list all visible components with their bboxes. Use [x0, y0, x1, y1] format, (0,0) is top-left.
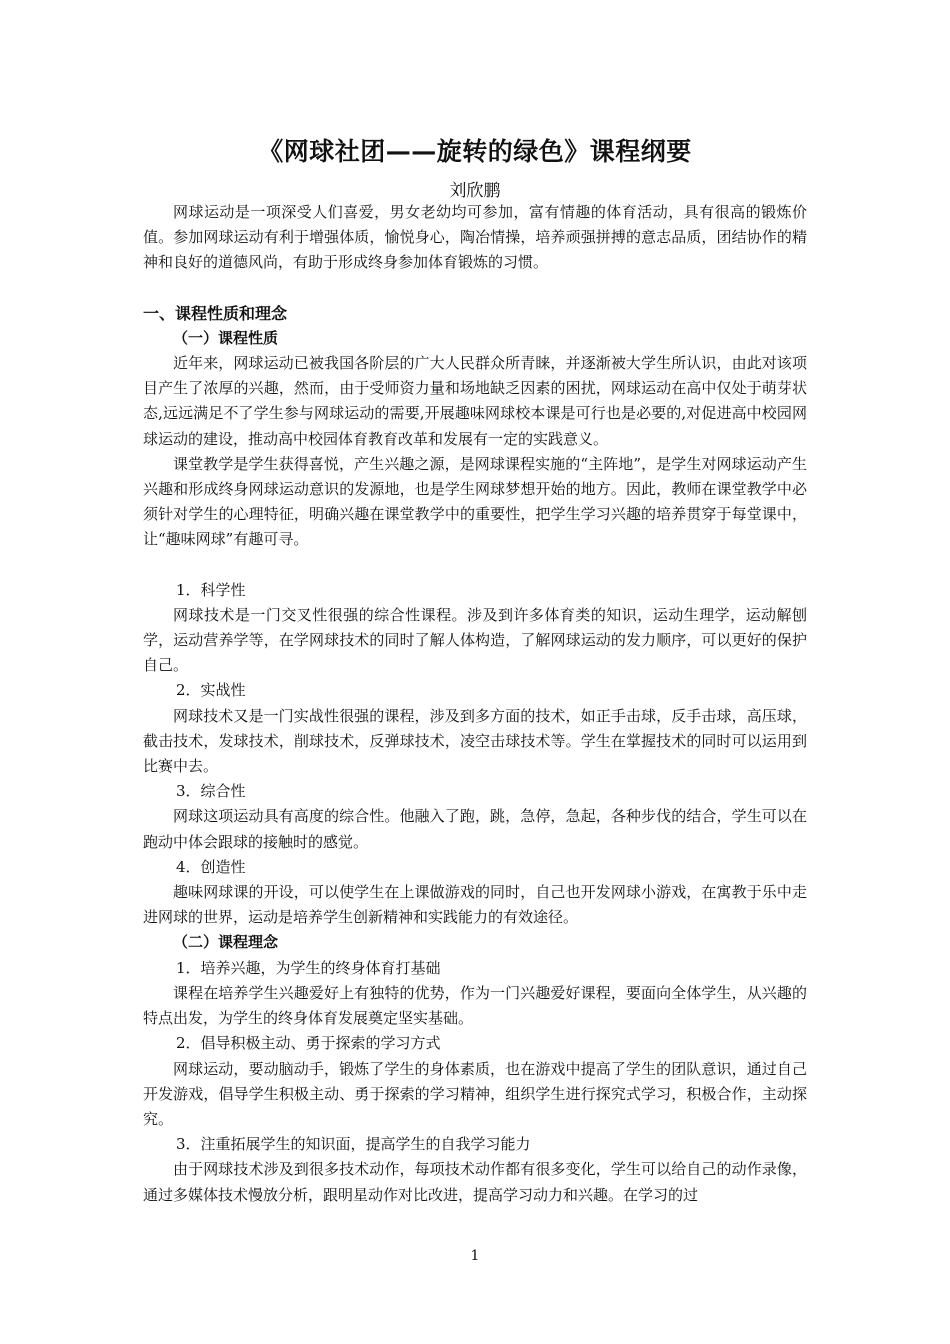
subsection-heading: （一）课程性质	[173, 328, 279, 347]
blank-line	[143, 553, 807, 578]
item-text: 网球这项运动具有高度的综合性。他融入了跑，跳，急停，急起，各种步伐的结合，学生可以在跑动中体会跟球的接触时的感觉。	[143, 807, 807, 851]
item-label: 1．科学性	[176, 580, 246, 599]
item-text: 网球技术是一门交叉性很强的综合性课程。涉及到许多体育类的知识，运动生理学，运动解刨学，运动营养学等，在学网球技术的同时了解人体构造，了解网球运动的发力顺序，可以更好的保护自己。	[143, 605, 807, 675]
document-body	[143, 200, 807, 1208]
item-label: 1．培养兴趣，为学生的终身体育打基础	[176, 958, 441, 977]
item-label: 3．注重拓展学生的知识面，提高学生的自我学习能力	[176, 1135, 531, 1154]
item-label: 4．创造性	[176, 857, 246, 876]
paragraph: 近年来，网球运动已被我国各阶层的广大人民群众所青睐，并逐渐被大学生所认识，由此对该项目产生了浓厚的兴趣，然而，由于受师资力量和场地缺乏因素的困扰，网球运动在高中仅处于萌芽状态,远远满足不了学生参与网球运动的需要,开展趣味网球校本课是可行也是必要的,对促进高中校园网球运动的建设，推动高中校园体育教育改革和发展有一定的实践意义。	[143, 354, 807, 448]
item-text: 由于网球技术涉及到很多技术动作，每项技术动作都有很多变化，学生可以给自己的动作录像，通过多媒体技术慢放分析，跟明星动作对比改进，提高学习动力和兴趣。在学习的过	[143, 1160, 807, 1204]
item-text: 趣味网球课的开设，可以使学生在上课做游戏的同时，自己也开发网球小游戏，在寓教于乐中走进网球的世界，运动是培养学生创新精神和实践能力的有效途径。	[143, 883, 807, 927]
author-name: 刘欣鹏	[449, 181, 501, 201]
item-text: 网球技术又是一门实战性很强的课程，涉及到多方面的技术，如正手击球，反手击球，高压球，截击技术，发球技术，削球技术，反弹球技术，凌空击球技术等。学生在掌握技术的同时可以运用到比赛中去。	[143, 706, 807, 776]
paragraph: 课堂教学是学生获得喜悦，产生兴趣之源，是网球课程实施的“主阵地”，是学生对网球运动产生兴趣和形成终身网球运动意识的发源地，也是学生网球梦想开始的地方。因此，教师在课堂教学中必须针对学生的心理特征，明确兴趣在课堂教学中的重要性，把学生学习兴趣的培养贯穿于每堂课中，让“趣味网球”有趣可寻。	[143, 454, 807, 549]
item-text: 课程在培养学生兴趣爱好上有独特的优势，作为一门兴趣爱好课程，要面向全体学生，从兴趣的特点出发，为学生的终身体育发展奠定坚实基础。	[143, 983, 807, 1028]
item-text: 网球运动，要动脑动手，锻炼了学生的身体素质，也在游戏中提高了学生的团队意识，通过自己开发游戏，倡导学生积极主动、勇于探索的学习精神，组织学生进行探究式学习，积极合作，主动探究。	[143, 1059, 807, 1128]
subsection-heading: （二）课程理念	[173, 933, 279, 952]
document-title: 《网球社团——旋转的绿色》课程纲要	[258, 137, 692, 166]
item-label: 2．倡导积极主动、勇于探索的学习方式	[176, 1034, 441, 1053]
item-label: 2．实战性	[176, 681, 246, 700]
intro-paragraph: 网球运动是一项深受人们喜爱，男女老幼均可参加，富有情趣的体育活动，具有很高的锻炼价值。参加网球运动有利于增强体质，愉悦身心，陶冶情操，培养顽强拼搏的意志品质，团结协作的精神和良好的道德风尚，有助于形成终身参加体育锻炼的习惯。	[143, 203, 807, 272]
item-label: 3．综合性	[176, 782, 246, 801]
page-number: 1	[470, 1248, 480, 1264]
section-heading: 一、课程性质和理念	[143, 303, 288, 323]
